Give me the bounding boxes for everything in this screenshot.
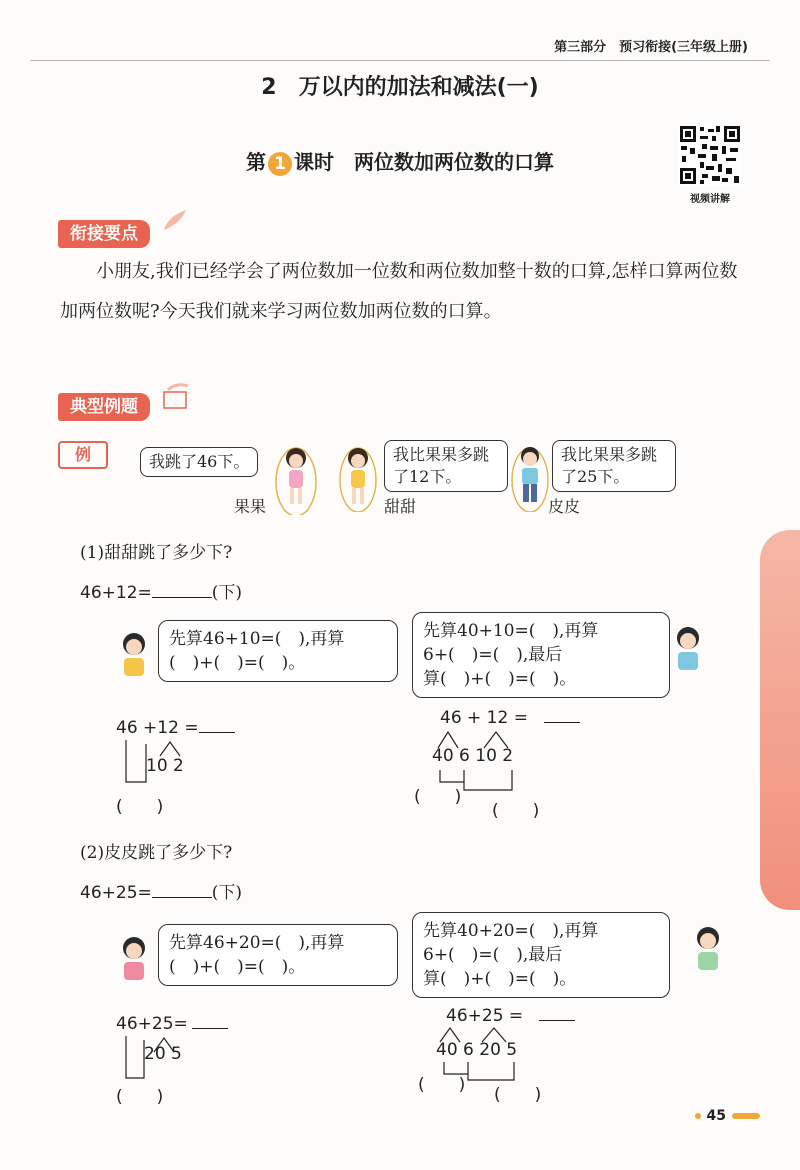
book-decoration-icon bbox=[160, 382, 192, 412]
hint-bubble-1a bbox=[158, 620, 398, 682]
diagram-2b-expression: 46+25 = bbox=[446, 1006, 575, 1026]
equation-1 bbox=[80, 578, 242, 603]
equation-1-unit: (下) bbox=[211, 583, 243, 603]
diagram-2b-split: 40 6 20 5 bbox=[436, 1040, 518, 1060]
hint-1a-line1: 先算46+10=( ),再算 bbox=[169, 629, 345, 649]
boy-avatar-icon bbox=[114, 934, 154, 986]
header-divider bbox=[30, 60, 770, 61]
equation-1-expr: 46+12= bbox=[80, 583, 152, 603]
page-dot-icon bbox=[695, 1113, 701, 1119]
diagram-1a-paren: ( ) bbox=[116, 797, 164, 817]
diagram-2b-paren1: ( ) bbox=[418, 1075, 466, 1095]
page-number: 45 bbox=[695, 1108, 760, 1124]
key-points-paragraph: 小朋友,我们已经学会了两位数加一位数和两位数加整十数的口算,怎样口算两位数加两位数呢?今天我们就来学习两位数加两位数的口算。 bbox=[60, 261, 738, 322]
lesson-suffix: 课时 两位数加两位数的口算 bbox=[294, 150, 554, 174]
chapter-title: 2 万以内的加法和减法(一) bbox=[261, 75, 539, 100]
diagram-1b-paren1: ( ) bbox=[414, 787, 462, 807]
speech-bubble-tiantian: 我比果果多跳了12下。 bbox=[384, 440, 508, 492]
diagram-2b-paren2: ( ) bbox=[494, 1085, 542, 1105]
hint-1b-line1: 先算40+10=( ),再算 bbox=[423, 621, 599, 641]
lesson-prefix: 第 bbox=[246, 150, 266, 174]
hint-1b-line2: 6+( )=( ),最后 bbox=[423, 645, 563, 665]
equation-2-unit: (下) bbox=[211, 883, 243, 903]
qr-code-icon[interactable] bbox=[678, 124, 742, 186]
equation-2-expr: 46+25= bbox=[80, 883, 152, 903]
girl-jump-rope-icon bbox=[334, 440, 384, 512]
name-tiantian: 甜甜 bbox=[384, 497, 417, 516]
answer-blank-1[interactable] bbox=[152, 597, 212, 598]
section-tag-examples: 典型例题 bbox=[58, 393, 150, 421]
name-pipi: 皮皮 bbox=[548, 497, 581, 516]
diagram-1b-split: 40 6 10 2 bbox=[432, 746, 514, 766]
speech-bubble-pipi: 我比果果多跳了25下。 bbox=[552, 440, 676, 492]
boy-avatar-icon bbox=[114, 630, 154, 682]
side-tab-decoration bbox=[760, 530, 800, 910]
hint-1b-line3: 算( )+( )=( )。 bbox=[423, 669, 577, 689]
boy-avatar-icon bbox=[688, 924, 728, 976]
example-label: 例 bbox=[58, 441, 108, 469]
hint-bubble-1b bbox=[412, 612, 670, 698]
boy-jump-rope-icon bbox=[506, 440, 554, 512]
hint-bubble-2a bbox=[158, 924, 398, 986]
hint-2b-line2: 6+( )=( ),最后 bbox=[423, 945, 563, 965]
leaf-decoration-icon bbox=[160, 208, 190, 232]
hint-2b-line3: 算( )+( )=( )。 bbox=[423, 969, 577, 989]
hint-2b-line1: 先算40+20=( ),再算 bbox=[423, 921, 599, 941]
lesson-number-badge: 1 bbox=[268, 152, 292, 176]
hint-2a-line2: ( )+( )=( )。 bbox=[169, 957, 306, 977]
section-tag-key-points: 衔接要点 bbox=[58, 220, 150, 248]
boy-avatar-icon bbox=[668, 624, 708, 676]
diagram-1b-expression: 46 + 12 = bbox=[440, 708, 580, 728]
question-1: (1)甜甜跳了多少下? bbox=[80, 543, 233, 563]
diagram-1a-expression: 46 +12 = bbox=[116, 718, 235, 738]
qr-caption: 视频讲解 bbox=[690, 194, 730, 205]
girl-jump-rope-icon bbox=[272, 440, 322, 515]
hint-2a-line1: 先算46+20=( ),再算 bbox=[169, 933, 345, 953]
name-guoguo: 果果 bbox=[234, 497, 267, 516]
diagram-2a-split: 20 5 bbox=[144, 1044, 182, 1064]
diagram-1b-paren2: ( ) bbox=[492, 801, 540, 821]
question-2: (2)皮皮跳了多少下? bbox=[80, 843, 233, 863]
hint-1a-line2: ( )+( )=( )。 bbox=[169, 653, 306, 673]
page-header: 第三部分 预习衔接(三年级上册) bbox=[554, 40, 748, 55]
diagram-2a-paren: ( ) bbox=[116, 1087, 164, 1107]
diagram-1a-split: 10 2 bbox=[146, 756, 184, 776]
hint-bubble-2b bbox=[412, 912, 670, 998]
equation-2 bbox=[80, 878, 242, 903]
page-bar-icon bbox=[732, 1113, 760, 1119]
answer-blank-2[interactable] bbox=[152, 897, 212, 898]
speech-bubble-guoguo: 我跳了46下。 bbox=[140, 447, 258, 477]
diagram-2a-expression: 46+25= bbox=[116, 1014, 228, 1034]
